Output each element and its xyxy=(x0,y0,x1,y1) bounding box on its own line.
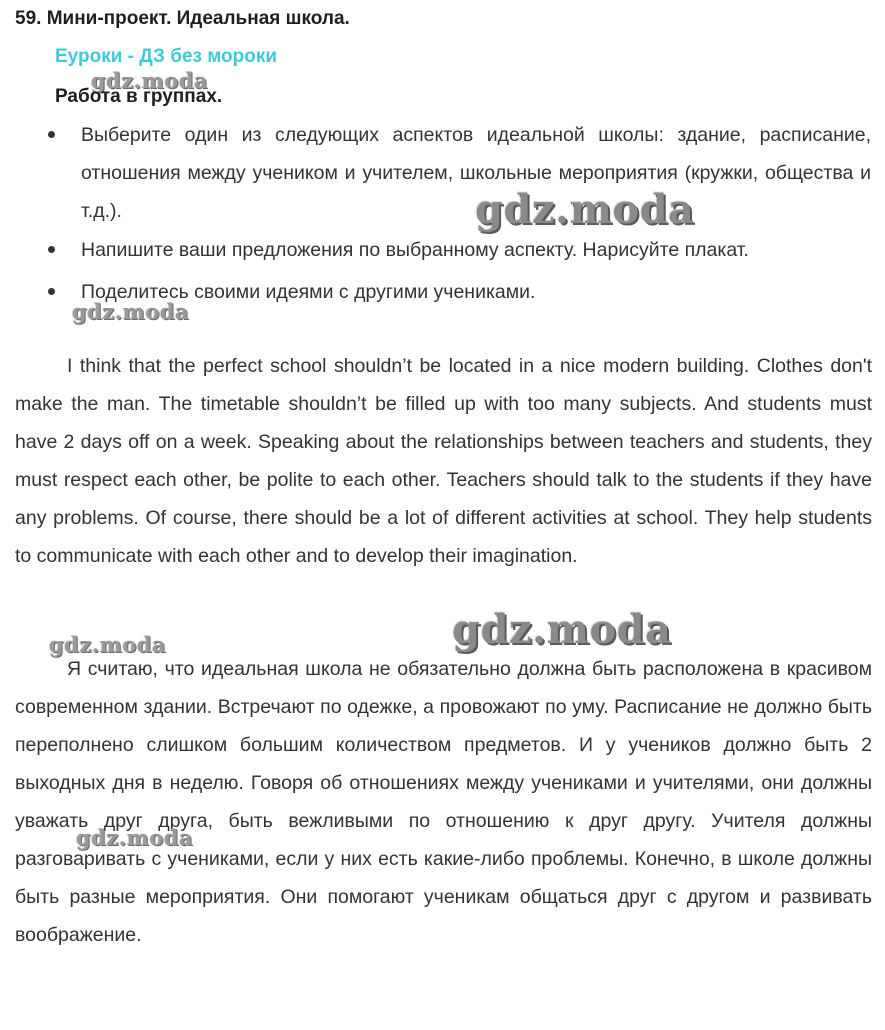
watermark: gdz.moda xyxy=(76,825,194,850)
bullet-icon xyxy=(48,246,55,253)
task-text: Поделитесь своими идеями с другими учениками. xyxy=(81,281,536,303)
bullet-icon xyxy=(48,288,55,295)
watermark: gdz.moda xyxy=(49,632,167,657)
watermark: gdz.moda xyxy=(475,186,695,233)
task-text: Напишите ваши предложения по выбранному аспекту. Нарисуйте плакат. xyxy=(81,239,749,261)
bullet-icon xyxy=(48,131,55,138)
task-text: Выберите один из следующих аспектов идеальной школы: здание, расписание, отношения между учеником и учителем, школьные мероприятия (кружки, общества и т.д.). xyxy=(81,124,871,222)
answer-russian: Я считаю, что идеальная школа не обязательно должна быть расположена в красивом современном здании. Встречают по одежке, а провожают по уму. Расписание не должно быть переполнено слишком большим количеством предметов. И у учеников должно быть 2 выходных дня в неделю. Говоря об отношениях между учениками и учителями, они должны уважать друг друга, быть вежливыми по отношению к друг другу. Учителя должны разговаривать с учениками, если у них есть какие-либо проблемы. Конечно, в школе должны быть разные мероприятия. Они помогают ученикам общаться друг с другом и развивать воображение. xyxy=(15,658,872,946)
exercise-title: 59. Мини-проект. Идеальная школа. xyxy=(15,8,350,29)
subtitle: Работа в группах. xyxy=(55,86,223,107)
watermark: gdz.moda xyxy=(452,606,672,653)
watermark: gdz.moda xyxy=(72,299,190,324)
answer-english: I think that the perfect school shouldn’t be located in a nice modern building. Clothes don't make the man. The timetable shouldn’t be filled up with too many subjects. And students must have 2 days off on a week. Speaking about the relationships between teachers and students, they must respect each other, be polite to each other. Teachers should talk to the students if they have any problems. Of course, there should be a lot of different activities at school. They help students to communicate with each other and to develop their imagination. xyxy=(15,355,872,567)
promo-link[interactable]: Еуроки - ДЗ без мороки xyxy=(55,46,278,67)
watermark: gdz.moda xyxy=(91,68,209,93)
